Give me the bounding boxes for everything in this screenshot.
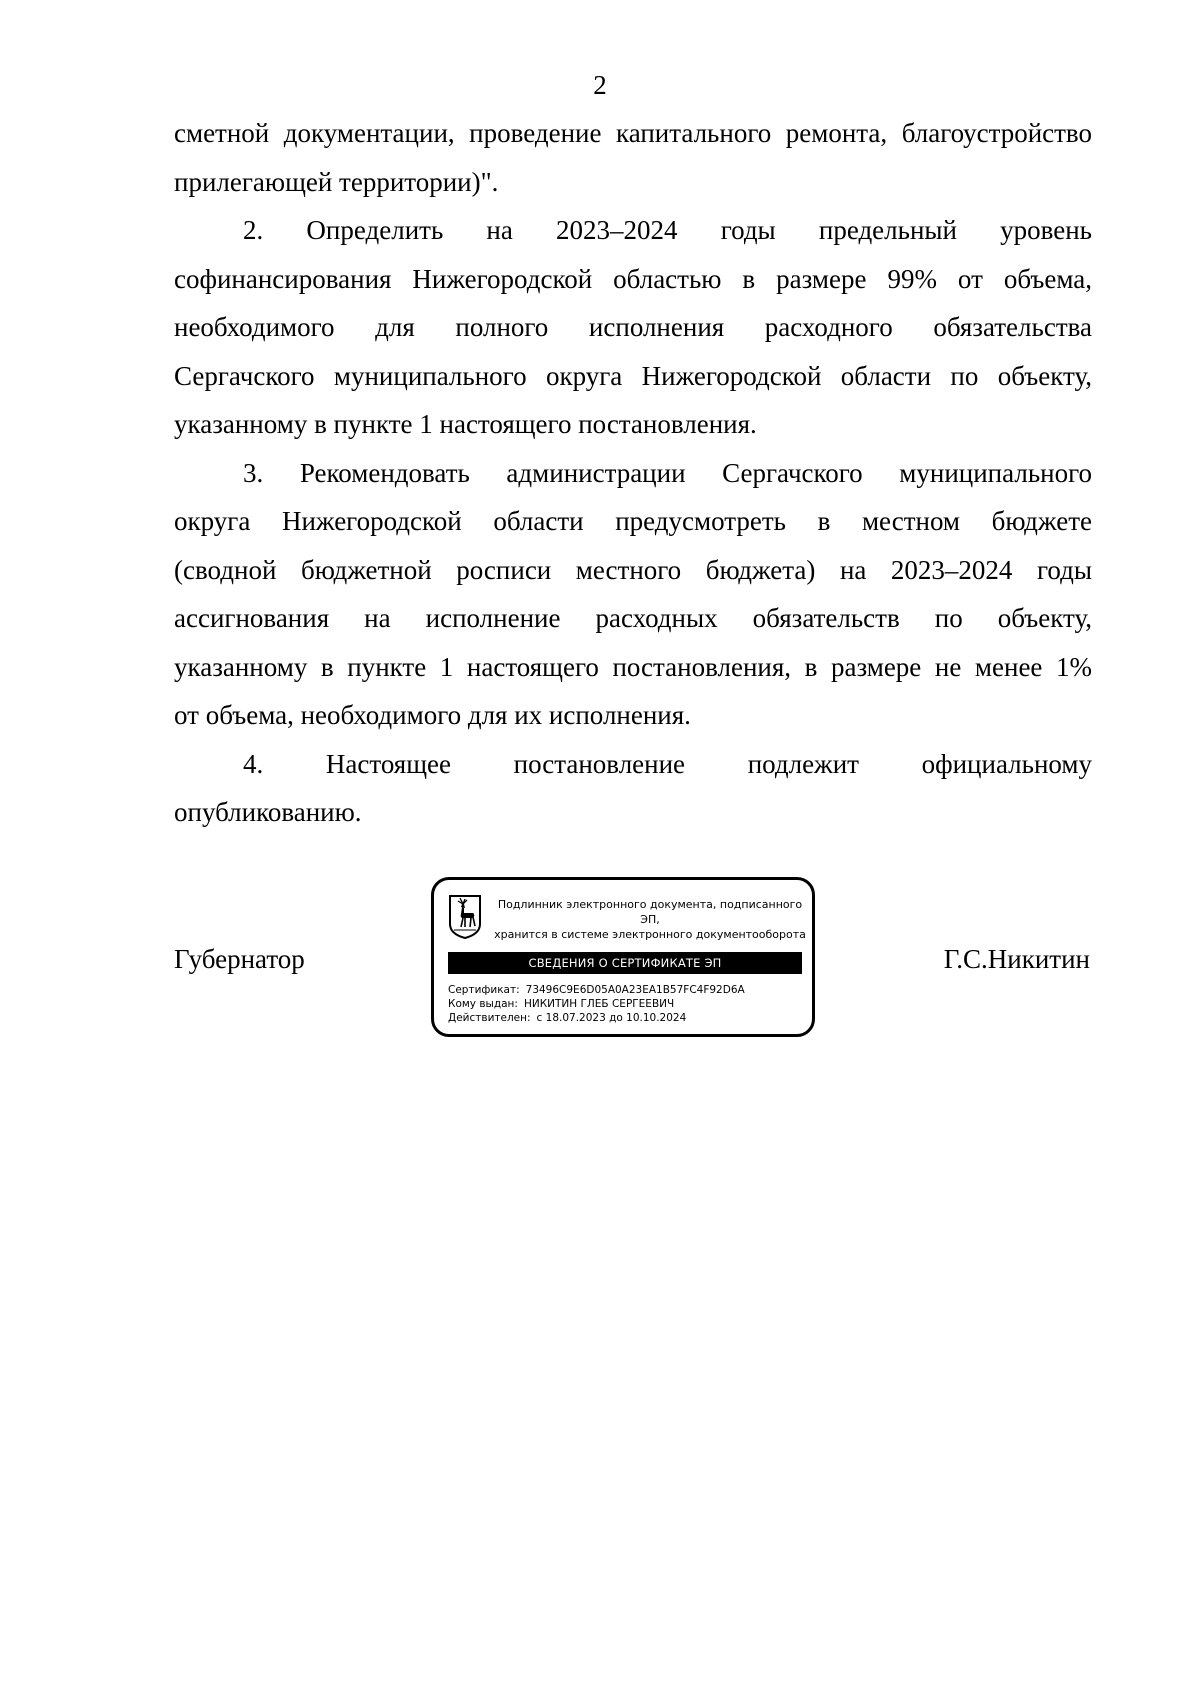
e-signature-stamp: [431, 877, 815, 1037]
text-line: от объема, необходимого для их исполнения.: [174, 700, 691, 730]
paragraph-item-2: [174, 206, 1092, 449]
issued-to-row: [448, 997, 808, 1011]
validity-row: [448, 1011, 808, 1025]
signer-title: Губернатор: [174, 944, 305, 974]
paragraph-item-3: [174, 449, 1092, 740]
text-line: 4. Настоящее постановление подлежит официальному: [243, 748, 1092, 779]
text-line: Сергачского муниципального округа Нижегородской области по объекту,: [174, 360, 1092, 391]
text-line: сметной документации, проведение капитального ремонта, благоустройство: [174, 118, 1092, 148]
text-line: прилегающей территории)".: [174, 166, 499, 197]
text-line: ассигнования на исполнение расходных обязательств по объекту,: [174, 603, 1092, 633]
validity-value: с 18.07.2023 до 10.10.2024: [536, 1012, 687, 1024]
page-number: 2: [593, 70, 607, 100]
paragraph-item-4: [174, 740, 1092, 837]
validity-label: Действителен:: [448, 1012, 531, 1024]
text-line: необходимого для полного исполнения расходного обязательства: [174, 312, 1092, 342]
text-line: опубликованию.: [174, 797, 362, 827]
document-body: [174, 109, 1092, 837]
text-line: указанному в пункте 1 настоящего постановления, в размере не менее 1%: [174, 651, 1092, 682]
stamp-header-line: Подлинник электронного документа, подписанного ЭП,: [497, 898, 803, 926]
certificate-value: 73496C9E6D05A0A23EA1B57FC4F92D6A: [525, 984, 745, 996]
certificate-row: [448, 983, 808, 997]
certificate-label: Сертификат:: [448, 984, 520, 996]
signer-name: Г.С.Никитин: [943, 944, 1090, 974]
text-line: софинансирования Нижегородской областью в размере 99% от объема,: [174, 263, 1092, 294]
certificate-info-bar: СВЕДЕНИЯ О СЕРТИФИКАТЕ ЭП: [448, 952, 802, 974]
text-line: (сводной бюджетной росписи местного бюджета) на 2023–2024 годы: [174, 554, 1092, 585]
paragraph-continuation: [174, 109, 1092, 206]
text-line: 3. Рекомендовать администрации Сергачского муниципального: [243, 457, 1092, 488]
stamp-header: [490, 897, 810, 942]
deer-coat-of-arms-icon: [448, 894, 482, 940]
certificate-details: [448, 983, 808, 1025]
issued-to-label: Кому выдан:: [448, 998, 518, 1010]
text-line: 2. Определить на 2023–2024 годы предельный уровень: [243, 215, 1092, 245]
stamp-header-line: хранится в системе электронного документооборота: [494, 928, 806, 941]
text-line: округа Нижегородской области предусмотреть в местном бюджете: [174, 506, 1092, 536]
text-line: указанному в пункте 1 настоящего постановления.: [174, 409, 757, 439]
issued-to-value: НИКИТИН ГЛЕБ СЕРГЕЕВИЧ: [523, 998, 675, 1010]
